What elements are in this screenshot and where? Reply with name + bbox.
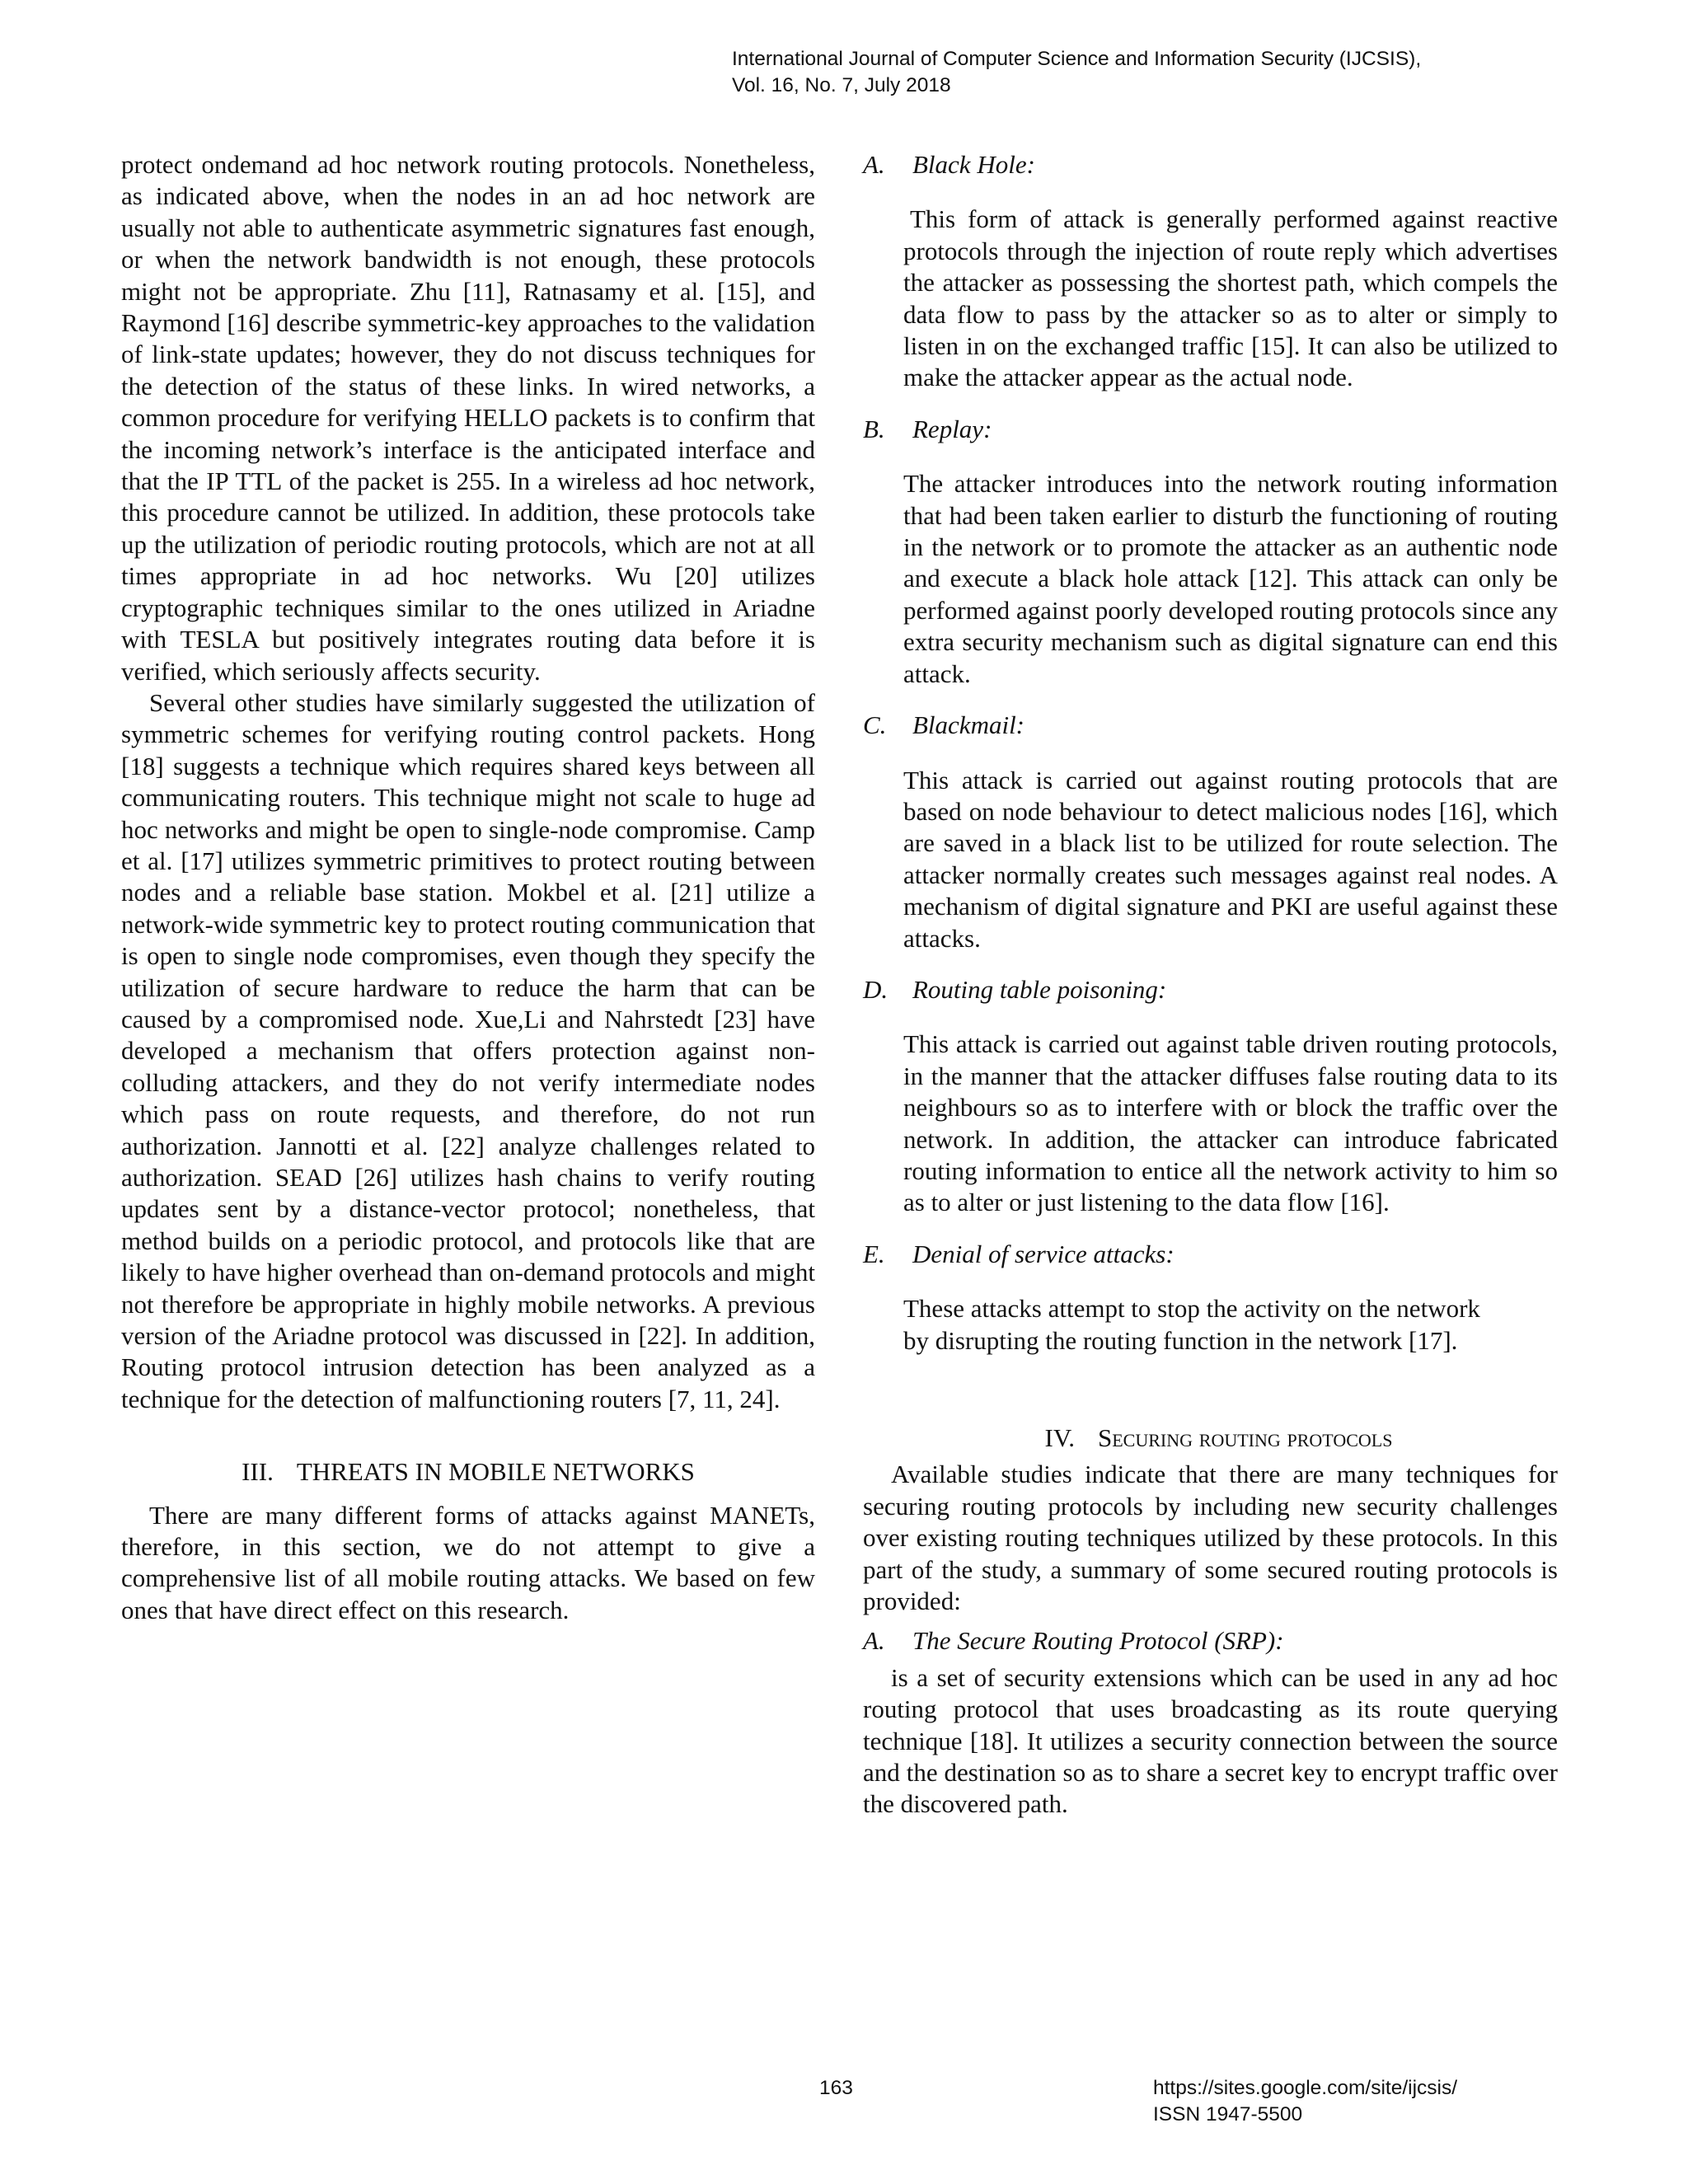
subsection-title: Blackmail: [912,710,1025,740]
section-4-title: Securing routing protocols [1098,1423,1393,1452]
section-4-number: IV. [1044,1423,1075,1452]
header-line-1: International Journal of Computer Science and Information Security (IJCSIS), [732,48,1422,70]
dos-text-line-1: These attacks attempt to stop the activity on the network [903,1294,1480,1324]
subsection-denial-of-service-heading [863,1239,1558,1270]
dos-text-line-2: by disrupting the routing function in the network [17]. [903,1325,1458,1355]
left-paragraph-1: protect ondemand ad hoc network routing protocols. Nonetheless, as indicated above, when the nodes in an ad hoc network are usually not able to authenticate asymmetric signatures fast enough, or when the network bandwidth is not enough, these protocols might not be appropriate. Zhu [11], Ratnasamy et al. [15], and Raymond [16] describe symmetric-key approaches to the validation of link-state updates; however, they do not discuss techniques for the detection of the status of these links. In wired networks, a common procedure for verifying HELLO packets is to confirm that the incoming network’s interface is the anticipated interface and that the IP TTL of the packet is 255. In a wireless ad hoc network, this procedure cannot be utilized. In addition, these protocols take up the utilization of periodic routing protocols, which are not at all times appropriate in ad hoc networks. Wu [20] utilizes cryptographic techniques similar to the ones utilized in Ariadne with TESLA but positively integrates routing data before it is verified, which seriously affects security. [121,150,815,686]
page-number: 163 [819,2077,853,2099]
subsection-letter: D. [863,974,889,1004]
subsection-srp-text: is a set of security extensions which can be used in any ad hoc routing protocol that uses broadcasting as its route querying technique [18]. It utilizes a security connection between the source and the destination so as to share a secret key to encrypt traffic over the discovered path. [863,1662,1558,1819]
subsection-replay-heading [863,414,1558,445]
subsection-denial-of-service-text [903,1293,1558,1357]
right-paragraph-securing: Available studies indicate that there are many techniques for securing routing protocols by including new security challenges over existing routing techniques utilized by these protocols. In this part of the study, a summary of some secured routing protocols is provided: [863,1460,1558,1616]
subsection-letter: C. [863,710,887,740]
subsection-blackmail-heading [863,710,1558,741]
subsection-title: Denial of service attacks: [912,1239,1175,1268]
right-column [863,149,1558,1821]
section-3-heading [121,1456,815,1488]
journal-issn: ISSN 1947-5500 [1153,2103,1303,2125]
subsection-blackmail-text: This attack is carried out against routing protocols that are based on node behaviour to detect malicious nodes [16], which are saved in a black list to be utilized for route selection. The attacker normally creates such messages against real nodes. A mechanism of digital signature and PKI are useful against these attacks. [903,765,1558,953]
subsection-letter: B. [863,414,885,443]
subsection-title: Routing table poisoning: [912,974,1167,1004]
left-paragraph-2: Several other studies have similarly suggested the utilization of symmetric schemes for verifying routing control packets. Hong [18] suggests a technique which requires shared keys between all communicating routers. This technique might not scale to huge ad hoc networks and might be open to single-node compromise. Camp et al. [17] utilizes symmetric primitives to protect routing between nodes and a reliable base station. Mokbel et al. [21] utilize a network-wide symmetric key to protect routing communication that is open to single node compromises, even though they specify the utilization of secure hardware to reduce the harm that can be caused by a compromised node. Xue,Li and Nahrstedt [23] have developed a mechanism that offers protection against non-colluding attackers, and they do not verify intermediate nodes which pass on route requests, and therefore, do not run authorization. Jannotti et al. [22] analyze challenges related to authorization. SEAD [26] utilizes hash chains to verify routing updates sent by a distance-vector protocol; nonetheless, that method builds on a periodic protocol, and protocols like that are likely to have higher overhead than on-demand protocols and might not therefore be appropriate in highly mobile networks. A previous version of the Ariadne protocol was discussed in [22]. In addition, Routing protocol intrusion detection has been analyzed as a technique for the detection of malfunctioning routers [7, 11, 24]. [121,687,815,1413]
header-line-2: Vol. 16, No. 7, July 2018 [732,74,951,96]
subsection-letter: E. [863,1239,885,1268]
subsection-title: Black Hole: [912,150,1035,179]
section-3-title: THREATS IN MOBILE NETWORKS [296,1457,695,1487]
subsection-black-hole-heading [863,149,1558,180]
subsection-srp-heading [863,1625,1558,1657]
subsection-title: The Secure Routing Protocol (SRP): [912,1626,1284,1656]
journal-footer [1153,2075,1457,2128]
subsection-replay-text: The attacker introduces into the network routing information that had been taken earlier to disturb the functioning of routing in the network or to promote the attacker as an authentic node and execute a black hole attack [12]. This attack can only be performed against poorly developed routing protocols since any extra security mechanism such as digital signature can end this attack. [903,469,1558,688]
subsection-title: Replay: [912,414,992,443]
left-column [121,149,815,1626]
section-3-number: III. [241,1457,274,1487]
journal-header [732,46,1421,99]
left-paragraph-3: There are many different forms of attacks against MANETs, therefore, in this section, we do not attempt to give a comprehensive list of all mobile routing attacks. We based on few ones that have direct effect on this research. [121,1500,815,1624]
subsection-routing-table-poisoning-heading [863,974,1558,1005]
section-4-heading [863,1422,1558,1454]
subsection-letter: A. [863,150,885,179]
subsection-routing-table-poisoning-text: This attack is carried out against table driven routing protocols, in the manner that the attacker diffuses false routing data to its neighbours so as to interfere with or block the traffic over the network. In addition, the attacker can introduce fabricated routing information to entice all the network activity to him so as to alter or just listening to the data flow [16]. [903,1029,1558,1217]
journal-url: https://sites.google.com/site/ijcsis/ [1153,2077,1458,2099]
subsection-letter: A. [863,1626,885,1656]
subsection-black-hole-text: This form of attack is generally performed against reactive protocols through the injection of route reply which advertises the attacker as possessing the shortest path, which compels the data flow to pass by the attacker so as to alter or simply to listen in on the exchanged traffic [15]. It can also be utilized to make the attacker appear as the actual node. [903,204,1558,392]
